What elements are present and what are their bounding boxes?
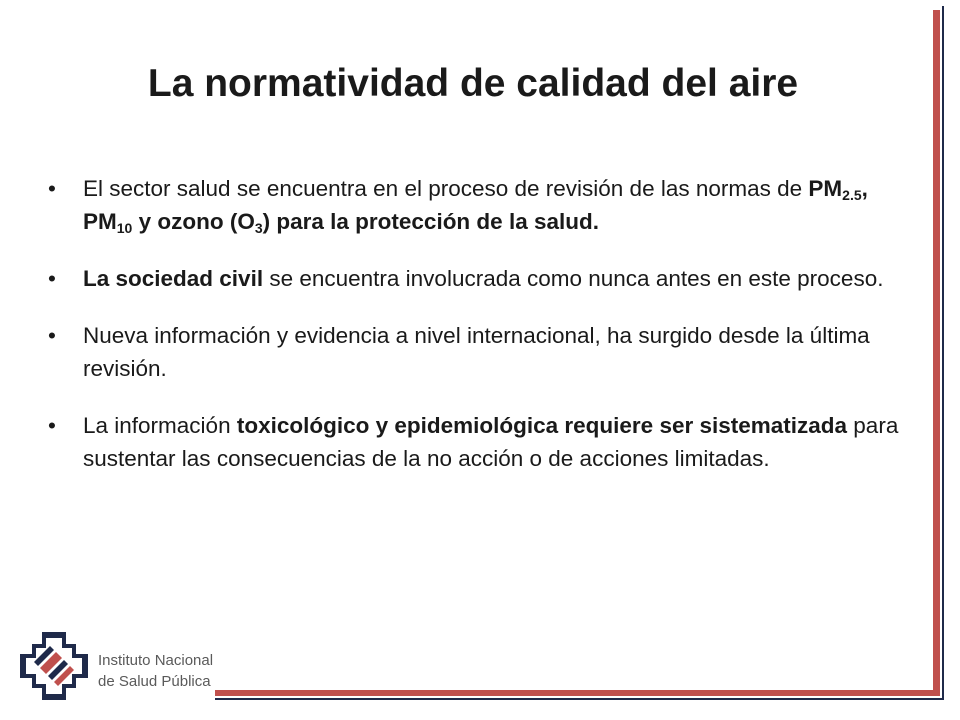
bullet-bold-text: La sociedad civil	[83, 266, 264, 291]
logo-text-line2: de Salud Pública	[98, 673, 211, 690]
logo-text-line1: Instituto Nacional	[98, 652, 214, 669]
subscript-text: 10	[116, 220, 133, 236]
bullet-item	[48, 172, 908, 238]
bullet-item	[48, 319, 908, 385]
bullet-bold-text: ) para la protección de la salud.	[262, 209, 599, 234]
subscript-text: 3	[254, 220, 263, 236]
bullet-text: El sector salud se encuentra en el proceso de revisión de las normas de	[83, 176, 809, 201]
frame-right-border	[933, 10, 940, 696]
bullet-marker: •	[48, 176, 56, 201]
logo-text	[98, 650, 213, 692]
bullet-bold-text: toxicológico y epidemiológica requiere ser sistematizada	[236, 413, 848, 438]
bullet-bold-text: PM	[808, 176, 843, 201]
bullet-text: para sustentar las consecuencias de la no acción o de acciones limitadas.	[83, 413, 899, 471]
frame-right-shadow	[942, 6, 944, 700]
bullet-item	[48, 409, 908, 475]
bullet-item	[48, 262, 908, 295]
subscript	[255, 220, 263, 236]
subscript	[117, 220, 133, 236]
bullet-text: se encuentra involucrada como nunca antes en este proceso.	[263, 266, 884, 291]
bullet-list	[48, 172, 908, 499]
bullet-bold-text: y ozono (O	[132, 209, 255, 234]
bullet-text: La información	[83, 413, 237, 438]
frame-bottom-shadow	[215, 698, 944, 700]
frame-bottom-border	[215, 690, 940, 696]
bullet-marker: •	[48, 266, 56, 291]
bullet-marker: •	[48, 413, 56, 438]
bullet-bold-text: , PM	[83, 176, 868, 234]
bullet-text: Nueva información y evidencia a nivel internacional, ha surgido desde la última revisión.	[83, 323, 870, 381]
slide-title: La normatividad de calidad del aire	[147, 62, 799, 105]
subscript	[842, 187, 861, 203]
subscript-text: 2.5	[842, 187, 862, 203]
insp-logo-icon	[18, 630, 90, 702]
bullet-marker: •	[48, 323, 56, 348]
